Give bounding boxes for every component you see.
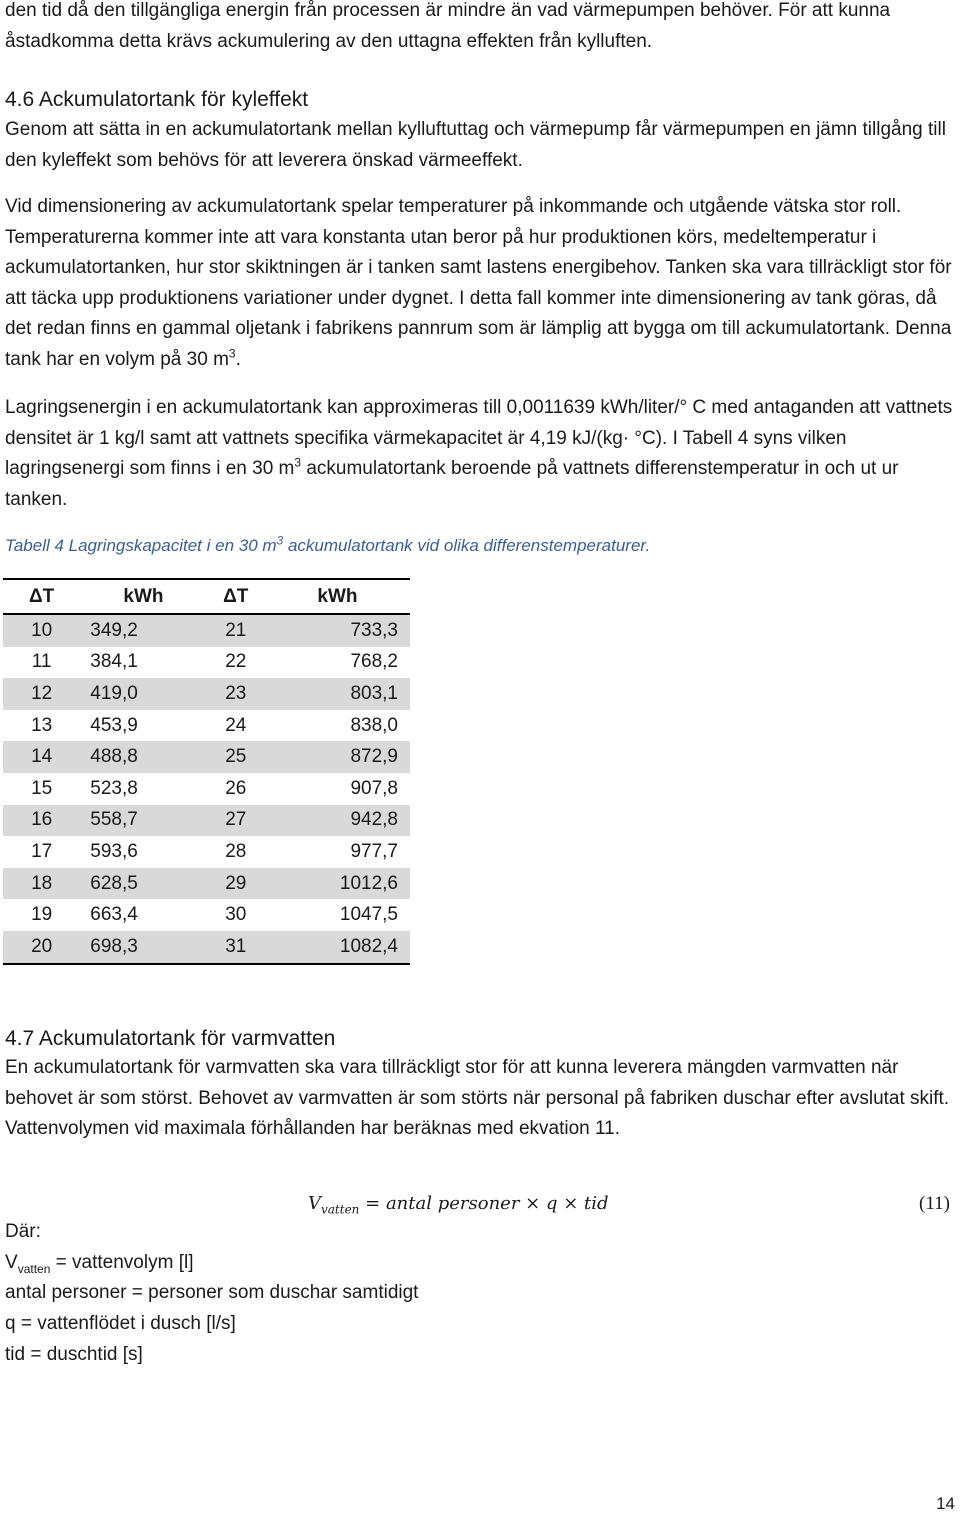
cell: 25 xyxy=(207,741,265,773)
cell: 698,3 xyxy=(80,931,206,964)
table-caption xyxy=(5,533,650,559)
cell: 13 xyxy=(31,714,53,736)
cell: 977,7 xyxy=(350,840,398,862)
storage-capacity-table xyxy=(3,578,410,965)
header-delta-t: ΔT xyxy=(3,579,80,614)
cell: 11 xyxy=(31,651,52,673)
section-heading-4-6: 4.6 Ackumulatortank för kyleffekt xyxy=(5,88,309,111)
cell: 628,5 xyxy=(80,868,206,900)
cell: 733,3 xyxy=(265,614,410,647)
cell: 453,9 xyxy=(90,714,138,736)
header-delta-t: ΔT xyxy=(207,579,265,614)
equation-number: (11) xyxy=(919,1193,950,1214)
period: . xyxy=(235,348,241,370)
cell: 29 xyxy=(207,868,265,900)
def-subscript: vatten xyxy=(17,1261,51,1276)
cell: 27 xyxy=(207,805,265,837)
cell: 22 xyxy=(225,651,247,673)
table-row xyxy=(3,678,410,710)
paragraph-storage-energy-text: Lagringsenergin i en ackumulatortank kan approximeras till 0,0011639 kWh/liter/° C med antaganden att vattnets densitet är 1 kg/l samt att vattnets specifika värmekapacitet är 4,19 kJ/(kg· °C). I Tabell 4 syns vilken lagringsenergi som finns i en 30 m xyxy=(5,397,953,479)
cell: 419,0 xyxy=(80,678,206,710)
table-row xyxy=(3,868,410,900)
cell: 26 xyxy=(225,777,247,799)
cell: 15 xyxy=(31,777,53,799)
cell: 17 xyxy=(31,840,53,862)
cell: 28 xyxy=(225,840,247,862)
dar-label: Där: xyxy=(5,1221,41,1242)
page-number: 14 xyxy=(936,1494,955,1513)
header-kwh: kWh xyxy=(80,579,206,614)
section-heading-4-7: 4.7 Ackumulatortank för varmvatten xyxy=(5,1027,336,1050)
table-header-row xyxy=(3,579,410,614)
cell: 942,8 xyxy=(265,805,410,837)
equation-subscript: vatten xyxy=(321,1202,360,1217)
cell: 1012,6 xyxy=(265,868,410,900)
cell: 349,2 xyxy=(80,614,206,647)
table-row xyxy=(3,741,410,773)
paragraph-tank-intro: Genom att sätta in en ackumulatortank mellan kylluftuttag och värmepump får värmepumpen en jämn tillgång till den kyleffekt som behövs för att leverera önskad värmeeffekt. xyxy=(5,119,946,171)
cell: 21 xyxy=(207,614,265,647)
definition-q: q = vattenflödet i dusch [l/s] xyxy=(5,1313,236,1334)
cell: 768,2 xyxy=(350,651,398,673)
cell: 488,8 xyxy=(80,741,206,773)
definition-antal-personer: antal personer = personer som duschar samtidigt xyxy=(5,1282,419,1303)
caption-text-end: ackumulatortank vid olika differenstemperaturer. xyxy=(283,536,651,555)
def-v: V xyxy=(5,1252,18,1273)
cell: 872,9 xyxy=(265,741,410,773)
cell: 31 xyxy=(207,931,265,964)
paragraph-storage-energy xyxy=(5,393,955,515)
definition-v-vatten xyxy=(5,1248,193,1278)
cell: 18 xyxy=(3,868,80,900)
cell: 1082,4 xyxy=(265,931,410,964)
table-row xyxy=(3,614,410,647)
cell: 558,7 xyxy=(80,805,206,837)
cell: 24 xyxy=(225,714,247,736)
cell: 10 xyxy=(3,614,80,647)
paragraph-hot-water: En ackumulatortank för varmvatten ska vara tillräckligt stor för att kunna leverera mängden varmvatten när behovet är som störst. Behovet av varmvatten är som störts när personal på fabriken duschar efter avslutat skift. Vattenvolymen vid maximala förhållanden har beräknas med ekvation 11. xyxy=(5,1057,950,1139)
cell: 19 xyxy=(31,904,53,926)
table-row xyxy=(3,773,410,805)
cell: 663,4 xyxy=(90,904,138,926)
cell: 12 xyxy=(3,678,80,710)
def-rest: = vattenvolym [l] xyxy=(50,1252,194,1273)
paragraph-dimensioning xyxy=(5,192,955,375)
cell: 16 xyxy=(3,805,80,837)
cell: 30 xyxy=(225,904,247,926)
cell: 907,8 xyxy=(350,777,398,799)
superscript: 3 xyxy=(294,455,302,470)
cell: 384,1 xyxy=(90,651,138,673)
equation-rest: = antal personer × q × tid xyxy=(359,1193,609,1214)
table-row xyxy=(3,710,410,742)
cell: 803,1 xyxy=(265,678,410,710)
intro-paragraph: den tid då den tillgängliga energin från processen är mindre än vad värmepumpen behöver. För att kunna åstadkomma detta krävs ackumulering av den uttagna effekten från kylluften. xyxy=(5,0,891,52)
definition-tid: tid = duschtid [s] xyxy=(5,1344,143,1365)
superscript: 3 xyxy=(228,346,236,361)
caption-superscript: 3 xyxy=(276,533,284,548)
cell: 20 xyxy=(3,931,80,964)
table-row xyxy=(3,805,410,837)
paragraph-dimensioning-text: Vid dimensionering av ackumulatortank spelar temperaturer på inkommande och utgående vätska stor roll. Temperaturerna kommer inte att vara konstanta utan beror på hur produktionen körs, medeltemperatur i ackumulatortanken, hur stor skiktningen är i tanken samt lastens energibehov. Tanken ska vara tillräckligt stor för att täcka upp produktionens variationer under dygnet. I detta fall kommer inte dimensionering av tank göras, då det redan finns en gammal oljetank i fabrikens pannrum som är lämplig att bygga om till ackumulatortank. Denna tank har en volym på 30 m xyxy=(5,196,952,370)
cell: 14 xyxy=(3,741,80,773)
cell: 23 xyxy=(207,678,265,710)
cell: 1047,5 xyxy=(339,904,398,926)
equation xyxy=(308,1193,609,1217)
header-kwh: kWh xyxy=(265,579,410,614)
table-row xyxy=(3,899,410,931)
table-row xyxy=(3,836,410,868)
cell: 593,6 xyxy=(90,840,138,862)
equation-v: V xyxy=(308,1193,321,1214)
paragraph-storage-energy-end: ackumulatortank beroende på vattnets differenstemperatur in och ut ur tanken. xyxy=(5,458,899,510)
caption-text: Tabell 4 Lagringskapacitet i en 30 m xyxy=(5,536,277,555)
cell: 838,0 xyxy=(350,714,398,736)
cell: 523,8 xyxy=(90,777,138,799)
table-row xyxy=(3,647,410,679)
table-row xyxy=(3,931,410,964)
